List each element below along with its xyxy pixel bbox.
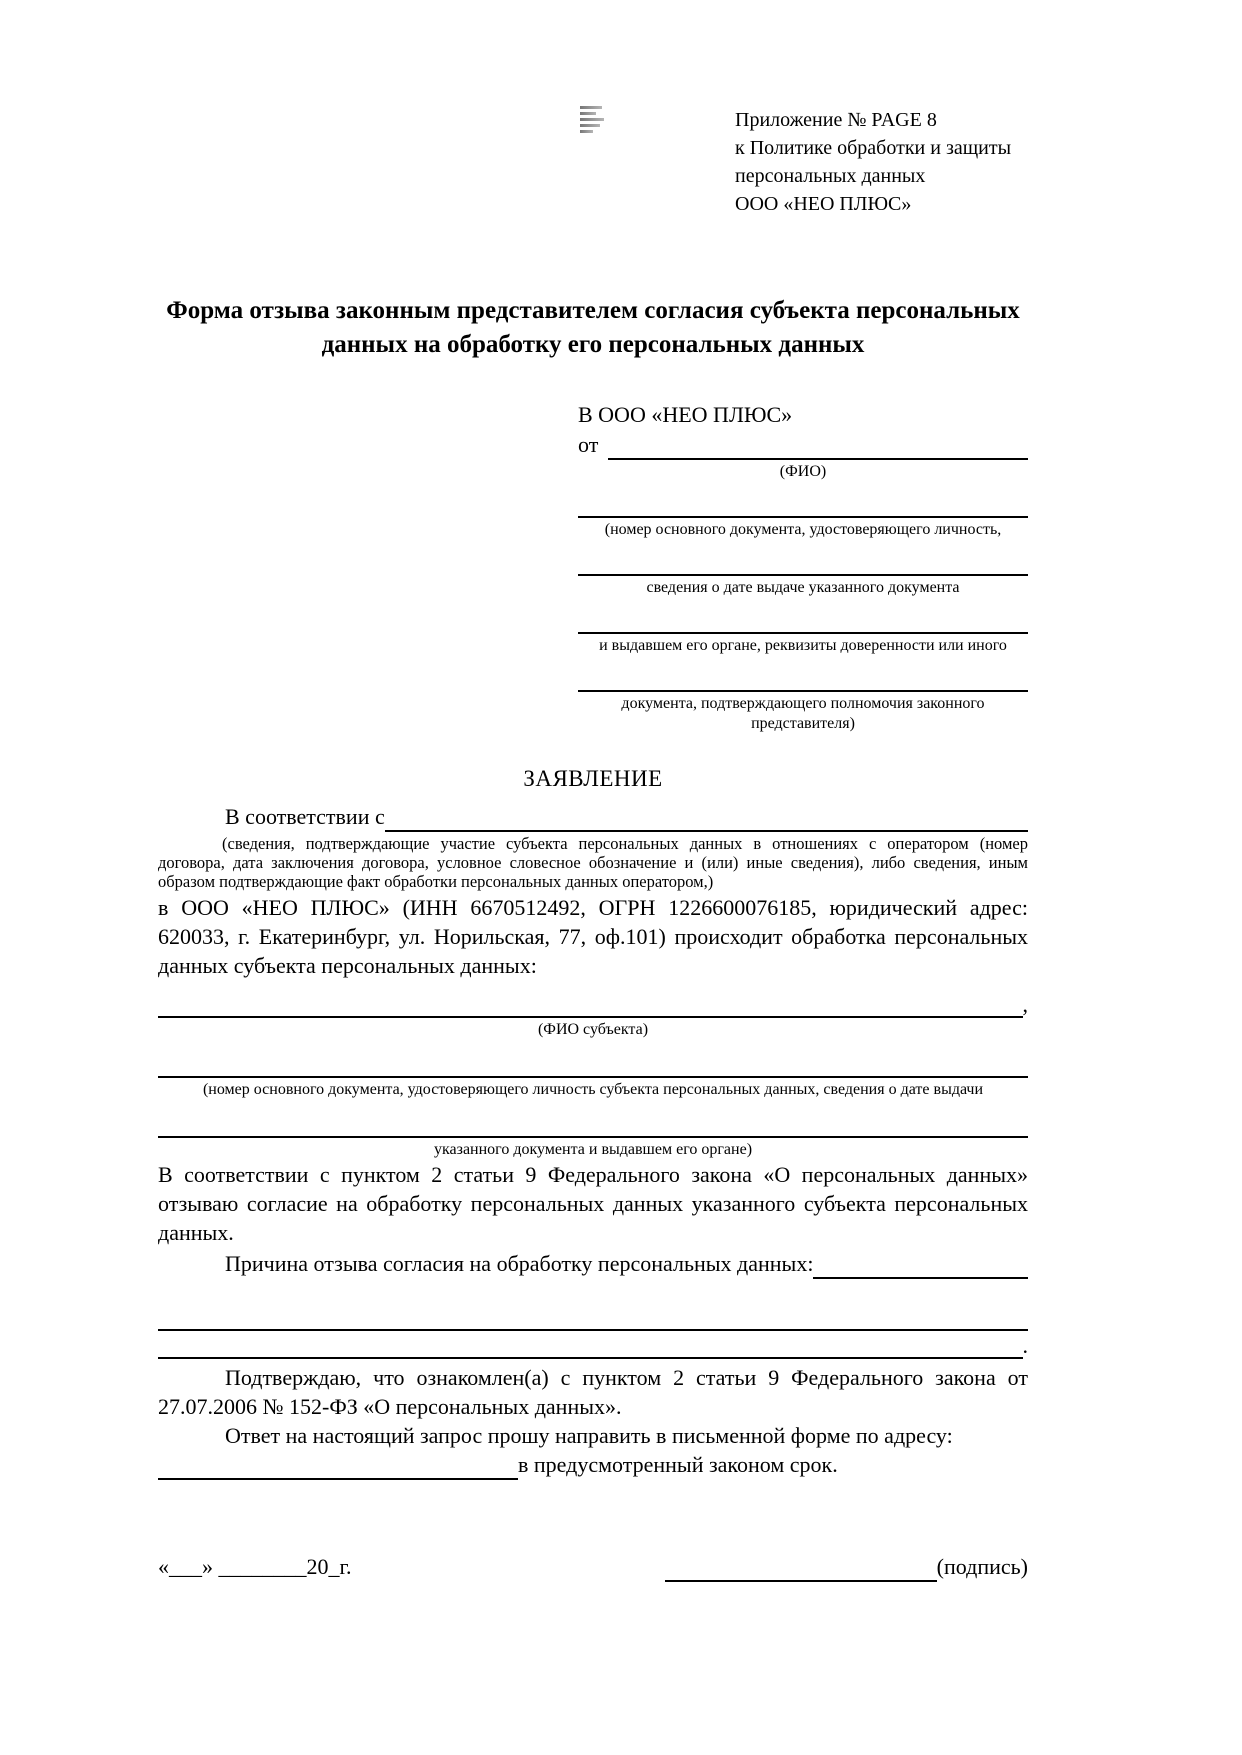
doc-date-blank-line xyxy=(578,556,1028,576)
reply-paragraph: Ответ на настоящий запрос прошу направить в письменной форме по адресу: xyxy=(225,1423,953,1448)
reply-address-blank-line xyxy=(158,1456,518,1480)
doc-issuer-blank-line xyxy=(578,614,1028,634)
subject-fio-blank-line xyxy=(158,994,1023,1018)
subject-doc-blank-line-1 xyxy=(158,1054,1028,1078)
doc-number-blank-line xyxy=(578,498,1028,518)
signature-blank-line xyxy=(665,1558,937,1582)
operator-paragraph: в ООО «НЕО ПЛЮС» (ИНН 6670512492, ОГРН 1226600076185, юридический адрес: 620033, г. Екатеринбург, ул. Норильская, 77, оф.101) происходит обработка персональных данных субъекта персональных данных: xyxy=(158,895,1028,978)
reason-blank-suffix: . xyxy=(1022,1333,1028,1358)
doc-authority-caption: документа, подтверждающего полномочия законного представителя) xyxy=(621,695,985,732)
signature-area xyxy=(665,1552,1028,1582)
accordance-note: (сведения, подтверждающие участие субъекта персональных данных в отношениях с оператором (номер договора, дата заключения договора, условное словесное обозначение и (или) иные сведения), либо сведения, иным образом подтверждающие факт обработки персональных данных оператором,) xyxy=(158,834,1028,891)
doc-number-caption: (номер основного документа, удостоверяющего личность, xyxy=(604,521,1002,538)
fio-caption: (ФИО) xyxy=(779,463,827,480)
embedded-object-icon xyxy=(580,106,606,136)
doc-issuer-group xyxy=(578,614,1028,656)
addressee-block xyxy=(578,400,1028,734)
doc-authority-group xyxy=(578,672,1028,734)
subject-fio-caption: (ФИО субъекта) xyxy=(537,1021,649,1038)
reason-row xyxy=(158,1249,1028,1279)
accordance-prefix: В соответствии с xyxy=(225,804,385,829)
accordance-row xyxy=(158,802,1028,832)
confirmation-paragraph: Подтверждаю, что ознакомлен(а) с пунктом 2 статьи 9 Федерального закона от 27.07.2006 № 152-ФЗ «О персональных данных». xyxy=(158,1365,1028,1419)
doc-date-caption: сведения о дате выдаче указанного документа xyxy=(646,579,960,596)
document-title: Форма отзыва законным представителем согласия субъекта персональных данных на обработку его персональных данных xyxy=(166,297,1020,358)
from-blank-line xyxy=(608,436,1028,460)
signature-caption: (подпись) xyxy=(936,1554,1028,1579)
reason-blank-line-2 xyxy=(158,1307,1028,1331)
appendix-header xyxy=(735,106,1028,218)
appendix-line-4: ООО «НЕО ПЛЮС» xyxy=(735,193,912,215)
reply-suffix: в предусмотренный законом срок. xyxy=(518,1452,838,1477)
date-field: «___» ________20_г. xyxy=(158,1554,352,1579)
reason-blank-line-3 xyxy=(158,1335,1023,1359)
subject-doc-caption-2: указанного документа и выдавшем его органе) xyxy=(433,1141,753,1158)
appendix-line-2: к Политике обработки и защиты xyxy=(735,137,1012,159)
doc-issuer-caption: и выдавшем его органе, реквизиты доверенности или иного xyxy=(599,637,1007,654)
subject-doc-caption-1: (номер основного документа, удостоверяющего личность субъекта персональных данных, сведения о дате выдачи xyxy=(202,1081,984,1098)
reason-prefix: Причина отзыва согласия на обработку персональных данных: xyxy=(225,1251,814,1276)
reason-blank-row-3 xyxy=(158,1333,1028,1359)
doc-authority-blank-line xyxy=(578,672,1028,692)
footer-row xyxy=(158,1552,1028,1582)
reason-blank-line xyxy=(813,1255,1028,1279)
doc-number-group xyxy=(578,498,1028,540)
addressee-org: В ООО «НЕО ПЛЮС» xyxy=(578,402,793,427)
statement-heading: ЗАЯВЛЕНИЕ xyxy=(523,766,663,791)
doc-date-group xyxy=(578,556,1028,598)
appendix-line-3: персональных данных xyxy=(735,165,926,187)
from-label: от xyxy=(578,432,599,457)
subject-doc-blank-line-2 xyxy=(158,1114,1028,1138)
reply-address-row xyxy=(158,1450,1028,1480)
subject-fio-line-suffix: , xyxy=(1022,992,1028,1017)
withdrawal-paragraph: В соответствии с пунктом 2 статьи 9 Федерального закона «О персональных данных» отзываю согласие на обработку персональных данных указанного субъекта персональных данных. xyxy=(158,1162,1028,1245)
appendix-line-1: Приложение № PAGE 8 xyxy=(735,109,937,131)
accordance-blank-line xyxy=(385,808,1028,832)
from-row xyxy=(578,430,1028,460)
subject-fio-row xyxy=(158,992,1028,1018)
